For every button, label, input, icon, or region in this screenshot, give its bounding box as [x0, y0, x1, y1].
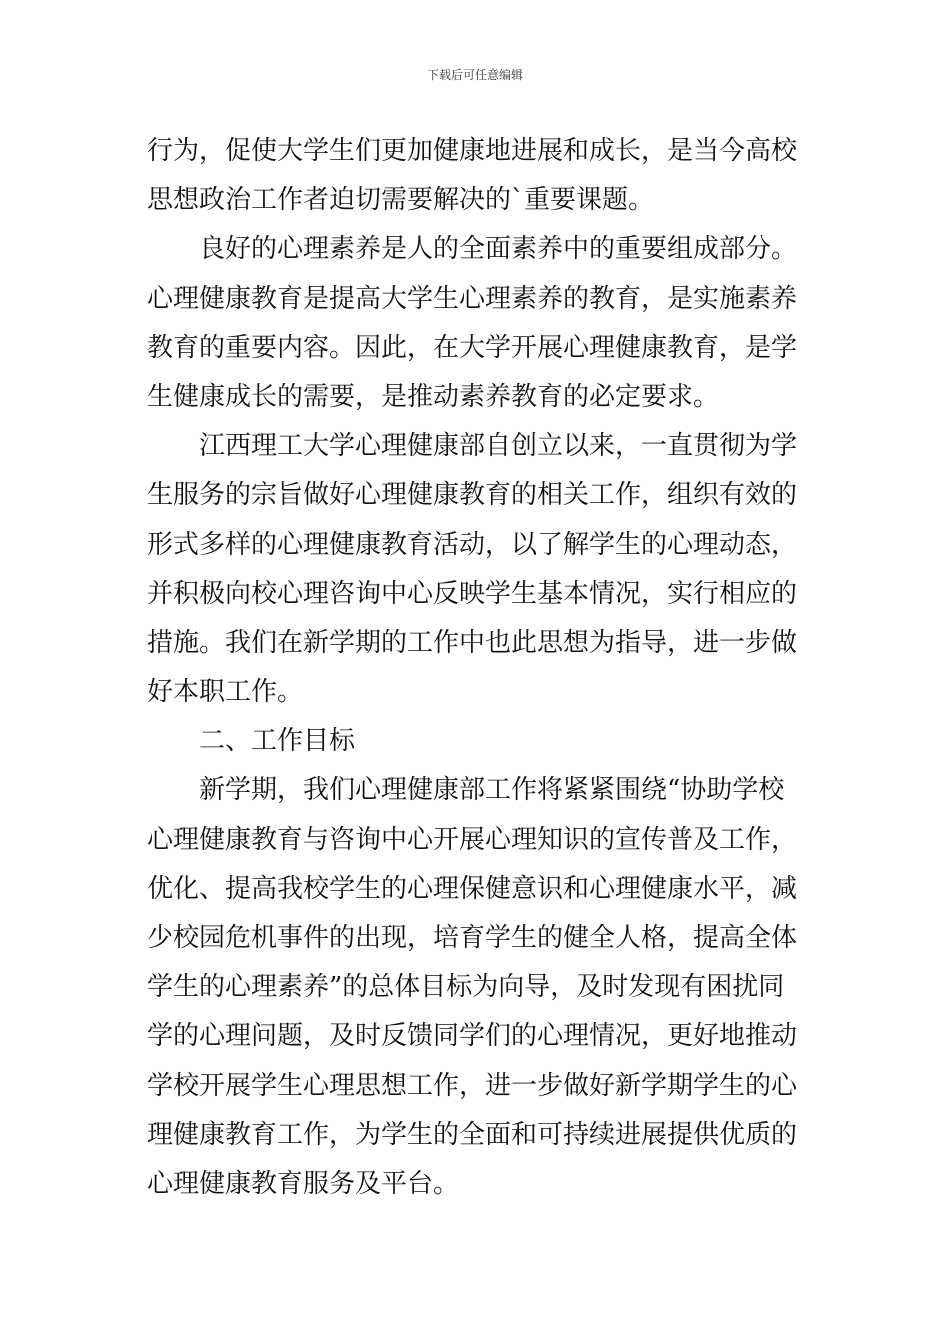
document-body	[147, 127, 812, 1209]
text-line: 生健康成长的需要，是推动素养教育的必定要求。	[147, 381, 720, 412]
text-line: 学的心理问题，及时反馈同学们的心理情况，更好地推动	[147, 1021, 798, 1052]
text-line: 少校园危机事件的出现，培育学生的健全人格，提高全体	[147, 923, 798, 953]
text-line: 并积极向校心理咨询中心反映学生基本情况，实行相应的	[147, 578, 798, 609]
text-line: 理健康教育工作，为学生的全面和可持续进展提供优质的	[147, 1119, 798, 1150]
text-line: 心理健康教育服务及平台。	[147, 1168, 460, 1199]
text-line: 好本职工作。	[147, 677, 304, 708]
text-line: 行为，促使大学生们更加健康地进展和成长，是当今高校	[147, 136, 798, 166]
text-line: 心理健康教育是提高大学生心理素养的教育，是实施素养	[147, 283, 798, 314]
text-line: 学生的心理素养”的总体目标为向导，及时发现有困扰同	[147, 972, 785, 1003]
paragraph-start-line: 新学期，我们心理健康部工作将紧紧围绕“协助学校	[199, 775, 785, 806]
text-line: 生服务的宗旨做好心理健康教育的相关工作，组织有效的	[147, 480, 798, 511]
text-line: 教育的重要内容。因此，在大学开展心理健康教育，是学	[147, 332, 798, 363]
paragraph-start-line: 良好的心理素养是人的全面素养中的重要组成部分。	[199, 234, 798, 265]
paragraph-start-line: 江西理工大学心理健康部自创立以来，一直贯彻为学	[199, 431, 798, 462]
text-line: 思想政治工作者迫切需要解决的`重要课题。	[147, 185, 655, 216]
text-line: 措施。我们在新学期的工作中也此思想为指导，进一步做	[147, 627, 798, 658]
text-line: 心理健康教育与咨询中心开展心理知识的宣传普及工作，	[147, 824, 798, 855]
text-line: 优化、提高我校学生的心理保健意识和心理健康水平，减	[147, 873, 798, 904]
text-line: 学校开展学生心理思想工作，进一步做好新学期学生的心	[147, 1070, 798, 1101]
section-heading: 二、工作目标	[199, 726, 356, 757]
header-note: 下载后可任意编辑	[426, 68, 523, 82]
text-line: 形式多样的心理健康教育活动，以了解学生的心理动态，	[147, 529, 798, 560]
